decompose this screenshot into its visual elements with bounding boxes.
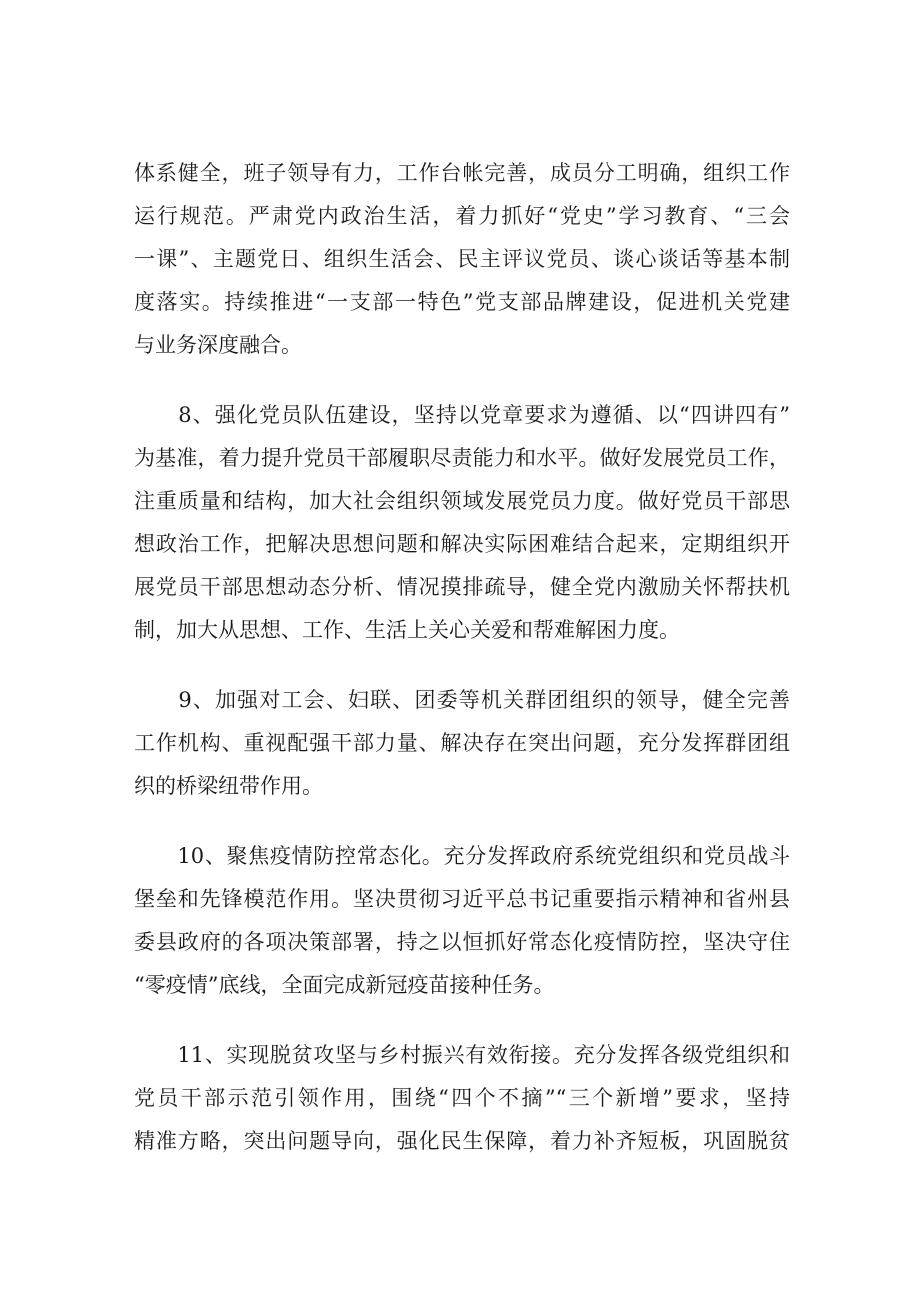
- paragraph-gap: [134, 808, 790, 835]
- paragraph-gap: [134, 1007, 790, 1034]
- paragraph-11: [134, 1034, 790, 1163]
- text-line: 堡垒和先锋模范作用。坚决贯彻习近平总书记重要指示精神和省州县: [134, 887, 790, 911]
- text-line: 10、聚焦疫情防控常态化。充分发挥政府系统党组织和党员战斗: [134, 844, 790, 868]
- text-line: 11、实现脱贫攻坚与乡村振兴有效衔接。充分发挥各级党组织和: [134, 1043, 790, 1067]
- text-line: 与业务深度融合。: [134, 333, 302, 357]
- text-line: 织的桥梁纽带作用。: [134, 774, 323, 798]
- paragraph-1: [134, 152, 790, 367]
- text-line: 注重质量和结构，加大社会组织领域发展党员力度。做好党员干部思: [134, 489, 790, 513]
- text-line: 为基准，着力提升党员干部履职尽责能力和水平。做好发展党员工作，: [134, 446, 790, 470]
- paragraph-gap: [134, 367, 790, 394]
- text-line: 展党员干部思想动态分析、情况摸排疏导，健全党内激励关怀帮扶机: [134, 575, 790, 599]
- text-line: 制，加大从思想、工作、生活上关心关爱和帮难解困力度。: [134, 618, 680, 642]
- paragraph-8: [134, 394, 790, 652]
- text-line: 工作机构、重视配强干部力量、解决存在突出问题，充分发挥群团组: [134, 731, 790, 755]
- text-line: 体系健全，班子领导有力，工作台帐完善，成员分工明确，组织工作: [134, 161, 790, 185]
- text-line: 8、强化党员队伍建设，坚持以党章要求为遵循、以“四讲四有”: [134, 403, 790, 427]
- document-body: [134, 152, 790, 1163]
- text-line: 精准方略，突出问题导向，强化民生保障，着力补齐短板，巩固脱贫: [134, 1129, 790, 1153]
- text-line: 委县政府的各项决策部署，持之以恒抓好常态化疫情防控，坚决守住: [134, 930, 790, 954]
- text-line: 一课”、主题党日、组织生活会、民主评议党员、谈心谈话等基本制: [134, 247, 790, 271]
- paragraph-gap: [134, 652, 790, 679]
- text-line: “零疫情”底线，全面完成新冠疫苗接种任务。: [134, 973, 555, 997]
- text-line: 9、加强对工会、妇联、团委等机关群团组织的领导，健全完善: [134, 688, 790, 712]
- text-line: 运行规范。严肃党内政治生活，着力抓好“党史”学习教育、“三会: [134, 204, 790, 228]
- text-line: 度落实。持续推进“一支部一特色”党支部品牌建设，促进机关党建: [134, 290, 790, 314]
- text-line: 想政治工作，把解决思想问题和解决实际困难结合起来，定期组织开: [134, 532, 790, 556]
- paragraph-10: [134, 835, 790, 1007]
- paragraph-9: [134, 679, 790, 808]
- text-line: 党员干部示范引领作用，围绕“四个不摘”“三个新增”要求，坚持: [134, 1086, 790, 1110]
